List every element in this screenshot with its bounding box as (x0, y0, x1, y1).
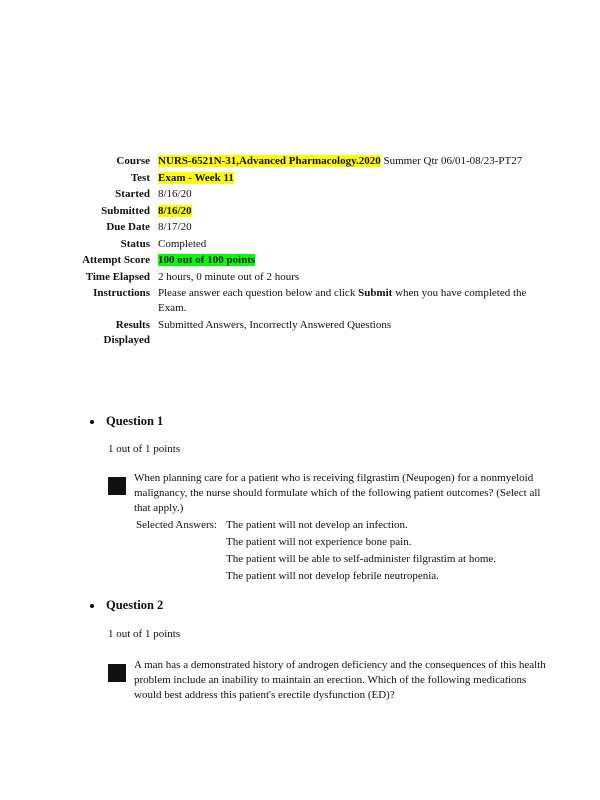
results-displayed-row (72, 318, 542, 348)
submitted-row (72, 204, 542, 219)
course-label: Course (116, 155, 150, 167)
results-displayed-label (72, 318, 150, 348)
question-1-heading (90, 414, 163, 429)
instructions-text-start: Please answer each question below and click (158, 287, 359, 299)
selected-answer: The patient will not experience bone pain. (226, 536, 412, 548)
question-2-title: Question 2 (106, 598, 164, 612)
due-date-row (72, 220, 542, 235)
course-name: NURS-6521N-31,Advanced Pharmacology.2020 (158, 155, 381, 167)
results-displayed-value: Submitted Answers, Incorrectly Answered Questions (158, 318, 392, 331)
answer-row (136, 535, 536, 552)
instructions-label: Instructions (93, 287, 150, 299)
selected-answer: The patient will be able to self-administer filgrastim at home. (226, 553, 497, 565)
question-2-heading (90, 598, 163, 613)
selected-answer: The patient will not develop an infection. (226, 519, 408, 531)
question-1-title: Question 1 (106, 414, 164, 428)
time-elapsed-value: 2 hours, 0 minute out of 2 hours (158, 270, 300, 283)
due-date-value: 8/17/20 (158, 221, 192, 233)
instructions-text-end: when you have completed the Exam. (158, 287, 527, 314)
course-value (158, 154, 538, 169)
selected-answers-label: Selected Answers: (136, 519, 217, 531)
course-row (72, 154, 542, 169)
time-elapsed-row (72, 270, 542, 285)
started-label: Started (115, 188, 150, 200)
question-status-icon (108, 664, 126, 682)
question-status-icon (108, 477, 126, 495)
due-date-label: Due Date (106, 221, 150, 233)
started-value: 8/16/20 (158, 188, 192, 200)
answer-row (136, 518, 536, 535)
question-2-text: A man has a demonstrated history of androgen deficiency and the consequences of this health problem include an inability to maintain an erection. Which of the following medications would best address this patient's erectile dysfunction (ED)? (134, 659, 546, 701)
question-2-block (108, 658, 548, 703)
instructions-submit-word: Submit (358, 287, 393, 299)
instructions-row (72, 286, 542, 316)
results-label-line1: Results (115, 318, 150, 331)
bullet-icon (90, 604, 94, 608)
bullet-icon (90, 420, 94, 424)
instructions-value (158, 286, 538, 316)
selected-answer: The patient will not develop febrile neutropenia. (226, 570, 439, 582)
status-value: Completed (158, 237, 207, 250)
test-row (72, 171, 542, 186)
status-row (72, 237, 542, 252)
question-1-block (108, 471, 548, 516)
answer-row (136, 552, 536, 569)
course-term: Summer Qtr 06/01-08/23-PT27 (380, 155, 523, 167)
attempt-summary (72, 154, 542, 349)
attempt-score-label: Attempt Score (82, 254, 150, 266)
question-2-points: 1 out of 1 points (108, 628, 181, 640)
attempt-score-row (72, 253, 542, 268)
test-value: Exam - Week 11 (158, 171, 234, 184)
question-1-selected-answers (136, 518, 536, 586)
results-label-line2: Displayed (103, 333, 150, 346)
submitted-label: Submitted (101, 204, 150, 217)
time-elapsed-label: Time Elapsed (85, 270, 150, 283)
question-1-text: When planning care for a patient who is receiving filgrastim (Neupogen) for a nonmyeloid malignancy, the nurse should formulate which of the following patient outcomes? (Select all that apply.) (134, 472, 541, 514)
attempt-score-value: 100 out of 100 points (158, 254, 256, 266)
status-label: Status (120, 237, 150, 250)
answer-row (136, 569, 536, 586)
submitted-value: 8/16/20 (158, 204, 192, 217)
started-row (72, 187, 542, 202)
test-label: Test (130, 171, 150, 184)
question-1-points: 1 out of 1 points (108, 443, 181, 455)
